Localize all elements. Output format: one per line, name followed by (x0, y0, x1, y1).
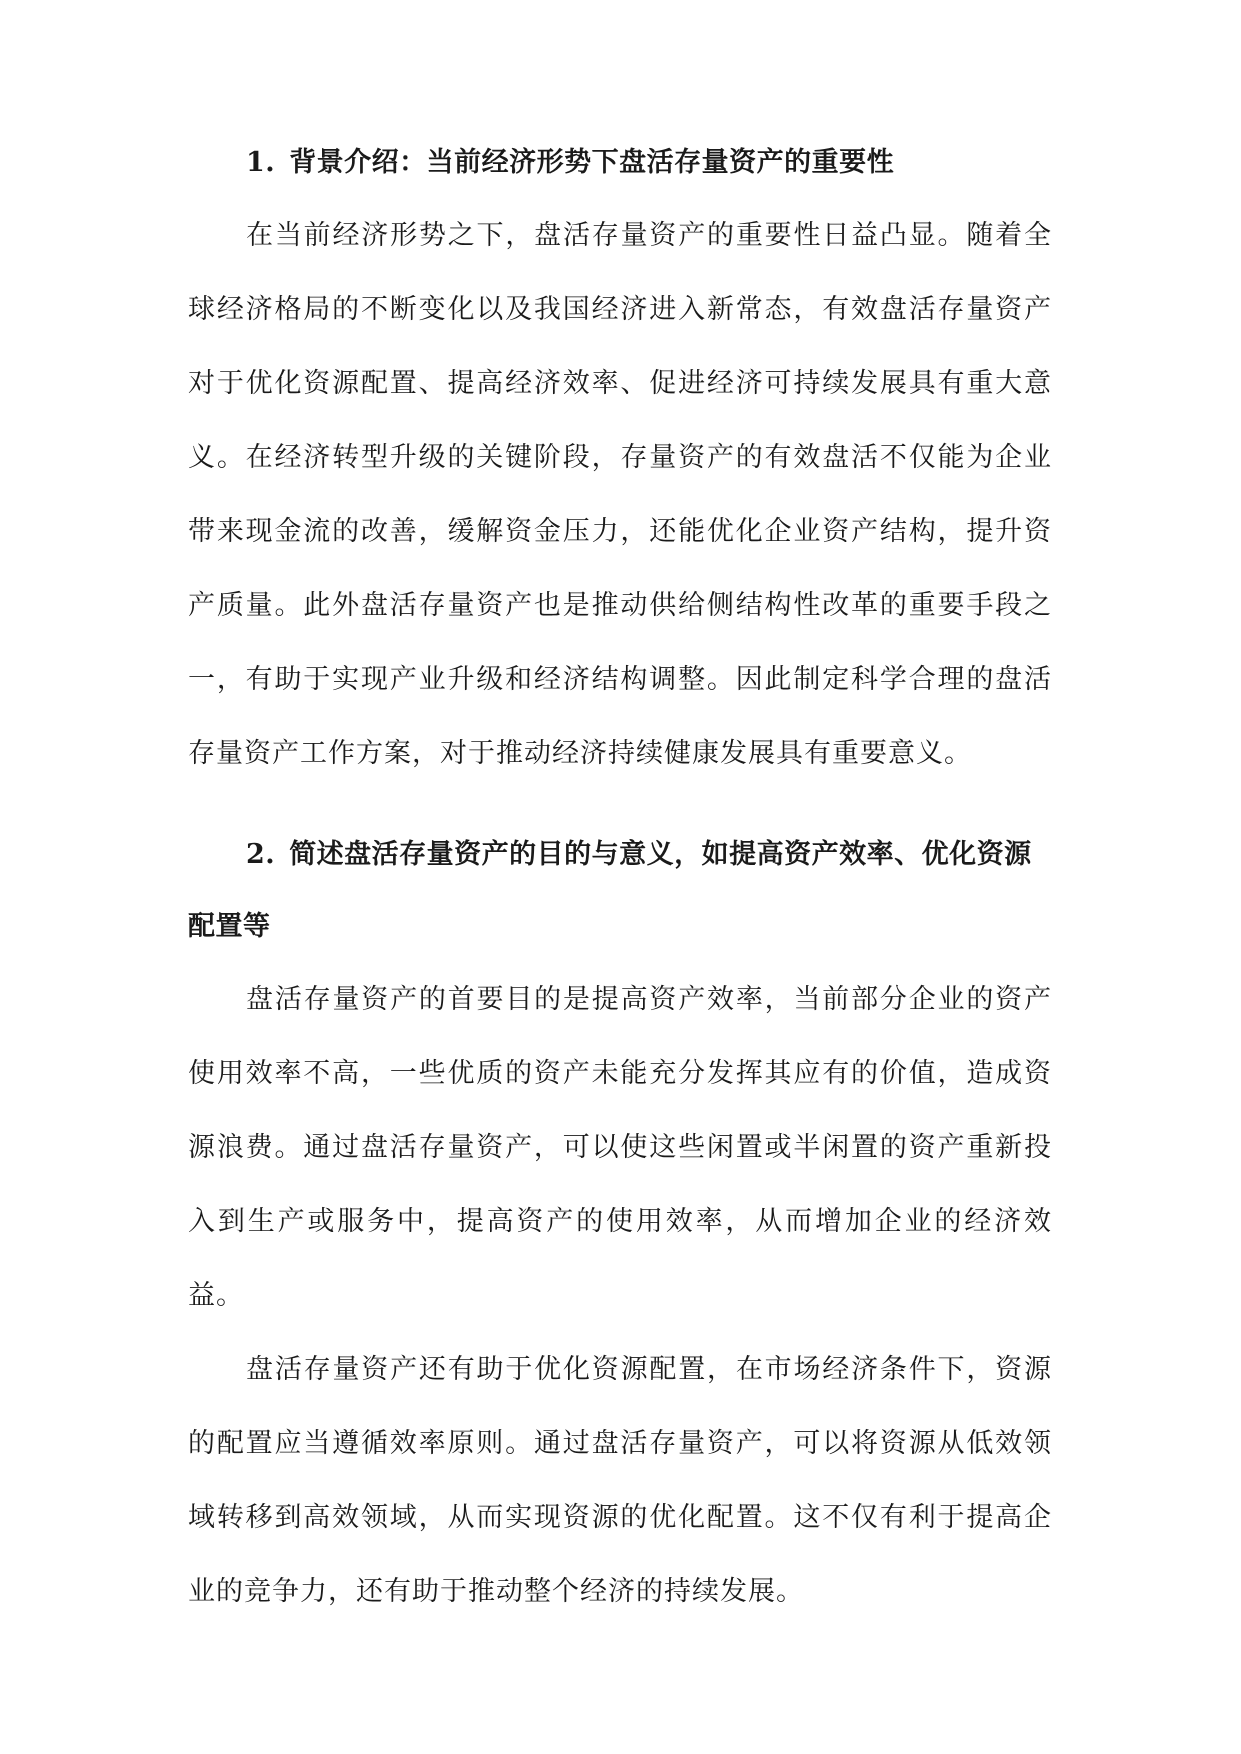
section-heading-2 (188, 819, 1052, 963)
body-paragraph: 盘活存量资产的首要目的是提高资产效率，当前部分企业的资产使用效率不高，一些优质的资产未能充分发挥其应有的价值，造成资源浪费。通过盘活存量资产，可以使这些闲置或半闲置的资产重新投入到生产或服务中，提高资产的使用效率，从而增加企业的经济效益。 (188, 984, 1052, 1311)
document-body (188, 145, 1052, 1629)
section-title: 简述盘活存量资产的目的与意义，如提高资产效率、优化资源配置等 (188, 839, 1032, 942)
section-number: 2. (246, 839, 276, 870)
section-title: 背景介绍：当前经济形势下盘活存量资产的重要性 (289, 147, 895, 178)
section-heading-1 (188, 127, 1052, 199)
body-paragraph: 在当前经济形势之下，盘活存量资产的重要性日益凸显。随着全球经济格局的不断变化以及我国经济进入新常态，有效盘活存量资产对于优化资源配置、提高经济效率、促进经济可持续发展具有重大意义。在经济转型升级的关键阶段，存量资产的有效盘活不仅能为企业带来现金流的改善，缓解资金压力，还能优化企业资产结构，提升资产质量。此外盘活存量资产也是推动供给侧结构性改革的重要手段之一，有助于实现产业升级和经济结构调整。因此制定科学合理的盘活存量资产工作方案，对于推动经济持续健康发展具有重要意义。 (188, 220, 1052, 769)
body-paragraph: 盘活存量资产还有助于优化资源配置，在市场经济条件下，资源的配置应当遵循效率原则。通过盘活存量资产，可以将资源从低效领域转移到高效领域，从而实现资源的优化配置。这不仅有利于提高企业的竞争力，还有助于推动整个经济的持续发展。 (188, 1354, 1052, 1607)
section-number: 1. (246, 147, 276, 178)
